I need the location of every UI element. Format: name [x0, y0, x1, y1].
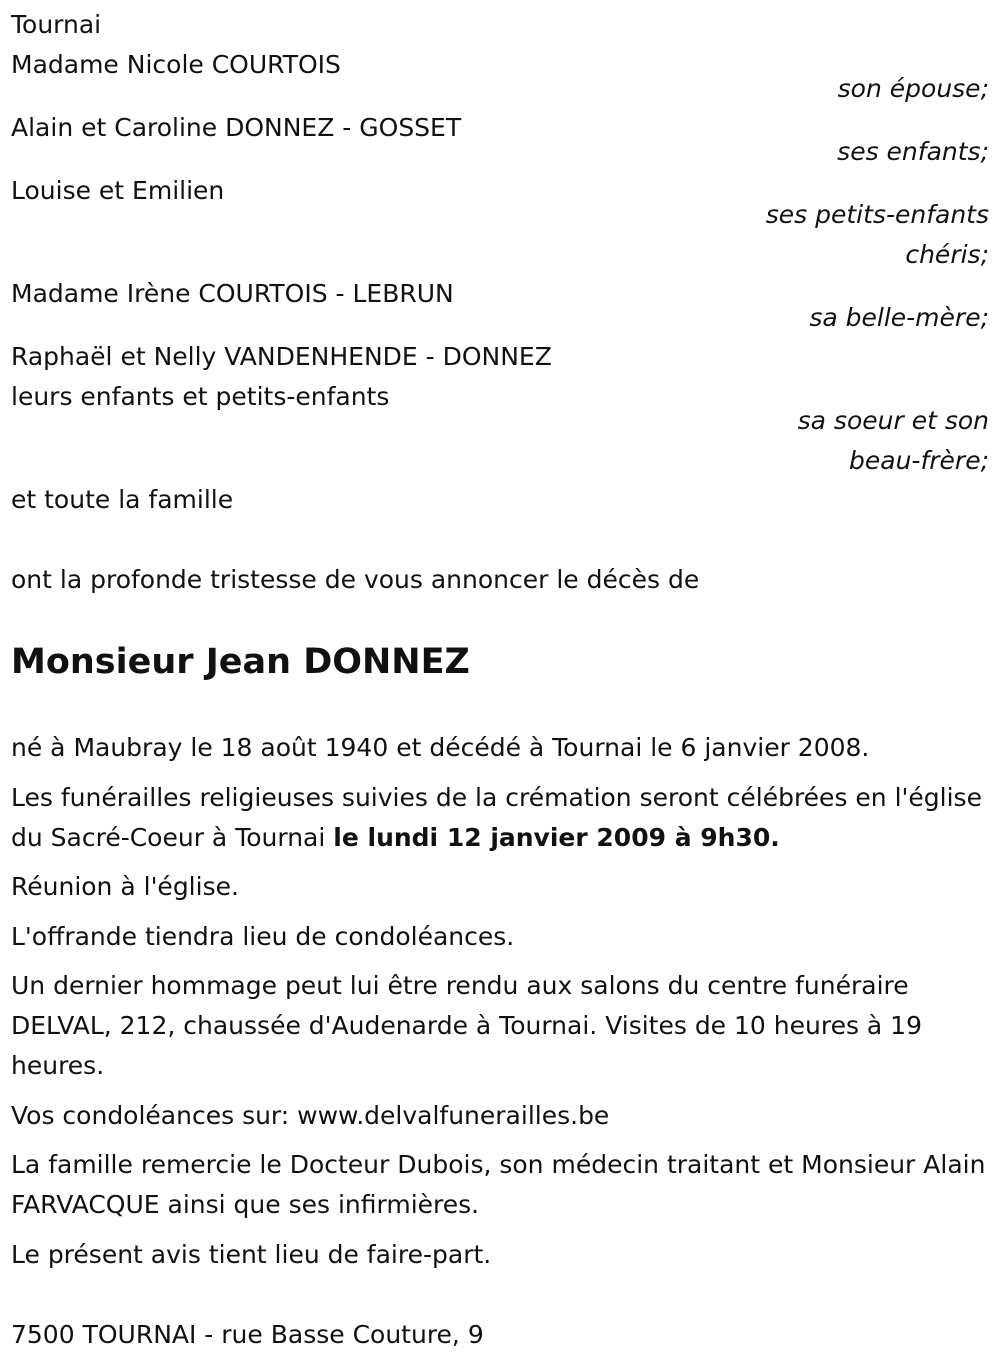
children-names: Alain et Caroline DONNEZ - GOSSET [11, 113, 462, 142]
spouse-name: Madame Nicole COURTOIS [11, 50, 341, 79]
grandchildren-role-line-2: chéris; [905, 240, 989, 269]
offering-text: L'offrande tiendra lieu de condoléances. [11, 922, 515, 951]
sister-role-line-1: sa soeur et son [797, 406, 989, 435]
children-role: ses enfants; [837, 137, 989, 166]
mother-in-law-role: sa belle-mère; [809, 303, 989, 332]
whole-family: et toute la famille [11, 485, 234, 514]
spouse-role: son épouse; [837, 74, 989, 103]
city-heading: Tournai [11, 10, 102, 39]
mother-in-law-name: Madame Irène COURTOIS - LEBRUN [11, 279, 454, 308]
tribute-text: Un dernier hommage peut lui être rendu aux salons du centre funéraire DELVAL, 212, chaussée d'Audenarde à Tournai. Visites de 10 heures à 19 heures. [11, 971, 922, 1080]
address-text: 7500 TOURNAI - rue Basse Couture, 9 [11, 1320, 484, 1349]
announcement-text: ont la profonde tristesse de vous annoncer le décès de [11, 565, 700, 594]
funeral-paragraph [11, 778, 986, 858]
condolences-line [11, 1096, 986, 1136]
birth-death-text: né à Maubray le 18 août 1940 et décédé à Tournai le 6 janvier 2008. [11, 733, 870, 762]
funeral-text: Les funérailles religieuses suivies de la crémation seront célébrées en l'église du Sacré-Coeur à Tournai [11, 783, 982, 852]
grandchildren-names: Louise et Emilien [11, 176, 225, 205]
sister-role-line-2: beau-frère; [849, 446, 989, 475]
meeting-text: Réunion à l'église. [11, 872, 239, 901]
condolences-label: Vos condoléances sur: [11, 1101, 298, 1130]
notice-text: Le présent avis tient lieu de faire-part. [11, 1240, 492, 1269]
sister-names: Raphaël et Nelly VANDENHENDE - DONNEZ [11, 342, 552, 371]
thanks-text: La famille remercie le Docteur Dubois, son médecin traitant et Monsieur Alain FARVACQUE ainsi que ses infirmières. [11, 1150, 986, 1219]
deceased-name: Monsieur Jean DONNEZ [11, 642, 470, 682]
condolences-link[interactable]: www.delvalfunerailles.be [297, 1101, 610, 1130]
sister-descendants: leurs enfants et petits-enfants [11, 382, 390, 411]
funeral-date: le lundi 12 janvier 2009 à 9h30. [333, 823, 780, 852]
grandchildren-role-line-1: ses petits-enfants [765, 200, 989, 229]
